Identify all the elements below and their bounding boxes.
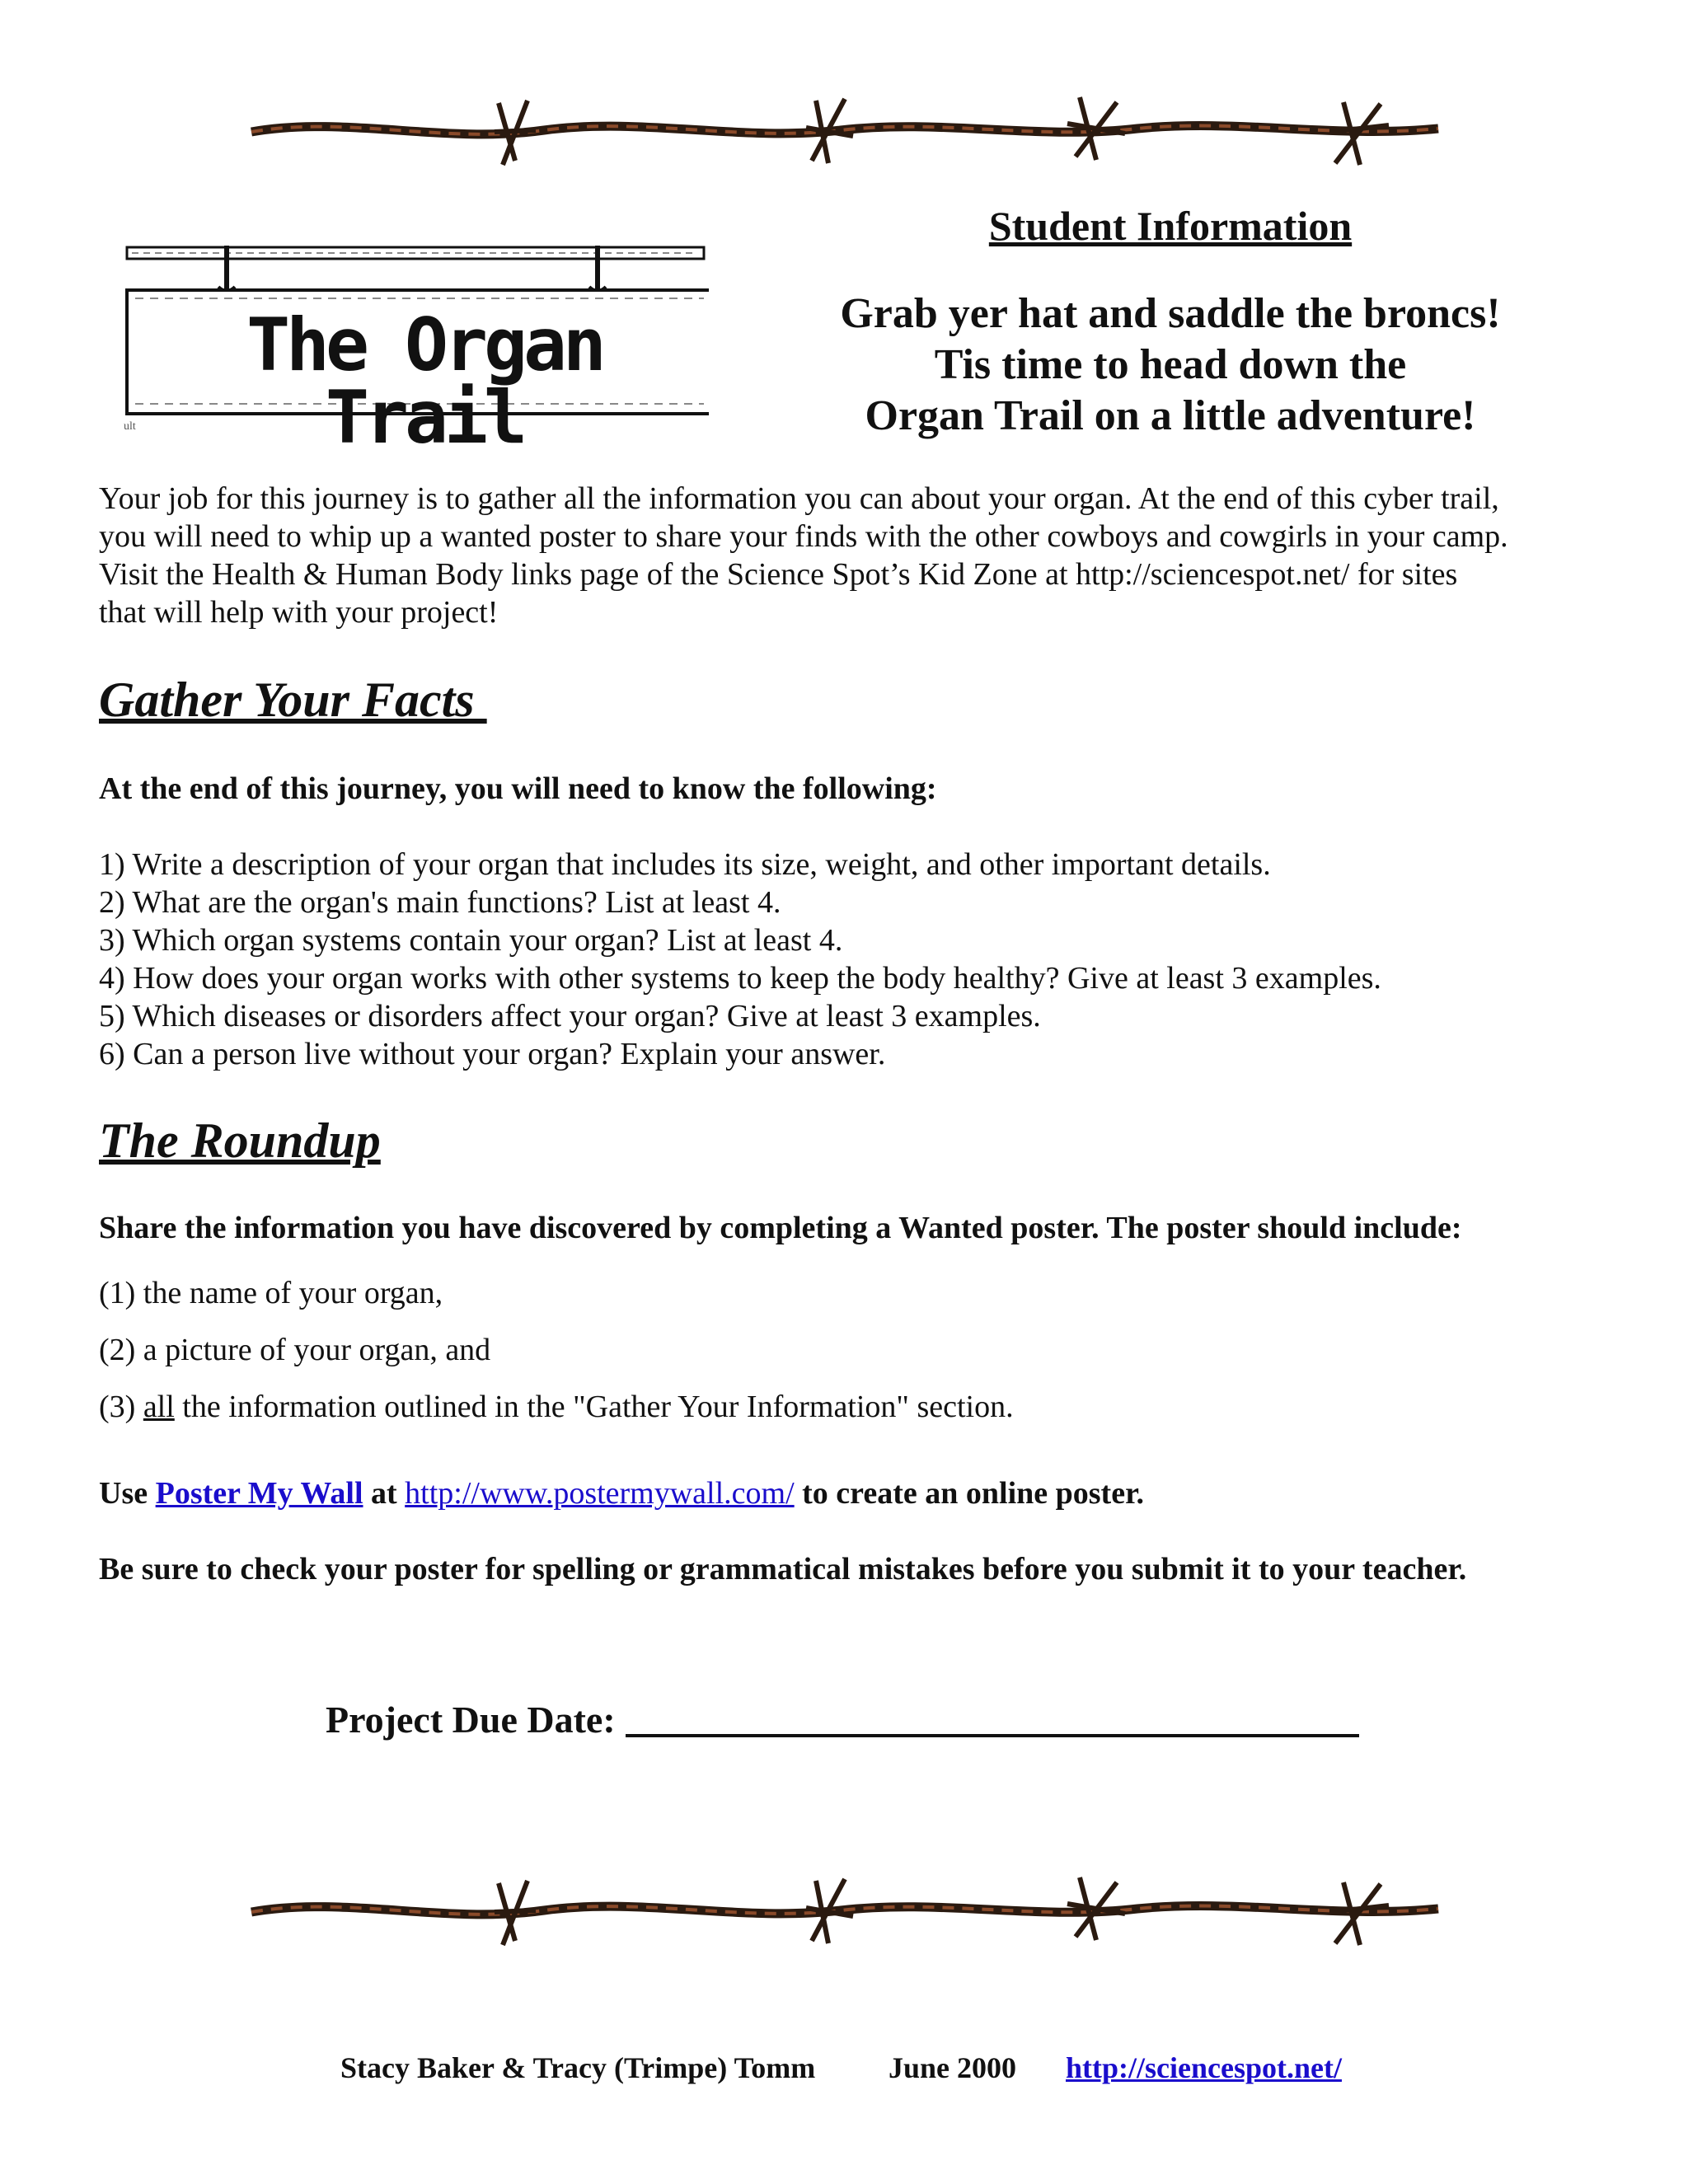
- project-due-date: [326, 1698, 1359, 1741]
- item3-prefix: (3): [99, 1390, 143, 1424]
- use-suffix: to create an online poster.: [794, 1476, 1144, 1511]
- tagline-line: Tis time to head down the: [934, 341, 1407, 388]
- tagline-line: Organ Trail on a little adventure!: [865, 392, 1476, 439]
- roundup-title: The Roundup: [99, 1113, 381, 1168]
- list-item: 1) Write a description of your organ that includes its size, weight, and other important details.: [99, 847, 1271, 882]
- list-item: 5) Which diseases or disorders affect your organ? Give at least 3 examples.: [99, 999, 1041, 1033]
- intro-line: Visit the Health & Human Body links page of the Science Spot’s Kid Zone at http://sciencespot.net/ for sites: [99, 557, 1458, 592]
- footer-authors: Stacy Baker & Tracy (Trimpe) Tomm: [340, 2051, 816, 2084]
- organ-trail-sign: [115, 239, 709, 460]
- barbed-wire-bottom: [247, 1871, 1442, 1953]
- poster-requirements: [99, 1265, 1014, 1436]
- footer-url-link[interactable]: http://sciencespot.net/: [1066, 2051, 1342, 2084]
- intro-paragraph: [99, 480, 1615, 631]
- intro-line: Your job for this journey is to gather all the information you can about your organ. At the end of this cyber trail,: [99, 481, 1499, 516]
- list-item: [99, 1379, 1014, 1436]
- barbed-wire-top-icon: [247, 91, 1442, 173]
- poster-my-wall-link[interactable]: Poster My Wall: [155, 1476, 363, 1511]
- question-list: [99, 846, 1381, 1073]
- sign-title: The Organ Trail: [246, 302, 603, 460]
- tagline-line: Grab yer hat and saddle the broncs!: [840, 290, 1501, 337]
- poster-url-link[interactable]: http://www.postermywall.com/: [405, 1476, 795, 1511]
- roundup-lead: Share the information you have discovered by completing a Wanted poster. The poster should include:: [99, 1211, 1462, 1245]
- list-item: 4) How does your organ works with other systems to keep the body healthy? Give at least 3 examples.: [99, 961, 1381, 996]
- tagline: [791, 288, 1550, 442]
- spelling-reminder: Be sure to check your poster for spelling or grammatical mistakes before you submit it to your teacher.: [99, 1552, 1467, 1586]
- barbed-wire-bottom-icon: [247, 1871, 1442, 1953]
- list-item: (2) a picture of your organ, and: [99, 1333, 491, 1367]
- use-at: at: [363, 1476, 406, 1511]
- sign-signature: ult: [124, 420, 136, 433]
- list-item: 2) What are the organ's main functions? List at least 4.: [99, 885, 781, 920]
- use-prefix: Use: [99, 1476, 156, 1511]
- intro-line: that will help with your project!: [99, 595, 499, 630]
- gather-facts-lead: At the end of this journey, you will need to know the following:: [99, 771, 937, 806]
- intro-line: you will need to whip up a wanted poster to share your finds with the other cowboys and cowgirls in your camp.: [99, 519, 1508, 554]
- list-item: (1) the name of your organ,: [99, 1276, 443, 1310]
- gather-facts-title: Gather Your Facts: [99, 673, 487, 727]
- list-item: 6) Can a person live without your organ? Explain your answer.: [99, 1037, 886, 1071]
- item3-emphasis: all: [143, 1390, 175, 1424]
- footer-date: June 2000: [889, 2051, 1017, 2084]
- poster-tool-line: [99, 1475, 1144, 1511]
- list-item: 3) Which organ systems contain your organ? List at least 4.: [99, 923, 843, 958]
- barbed-wire-top: [247, 91, 1442, 173]
- student-information-heading: Student Information: [988, 203, 1353, 249]
- due-date-blank: [626, 1734, 1359, 1737]
- due-date-label: Project Due Date:: [326, 1699, 616, 1741]
- item3-suffix: the information outlined in the "Gather Your Information" section.: [174, 1390, 1014, 1424]
